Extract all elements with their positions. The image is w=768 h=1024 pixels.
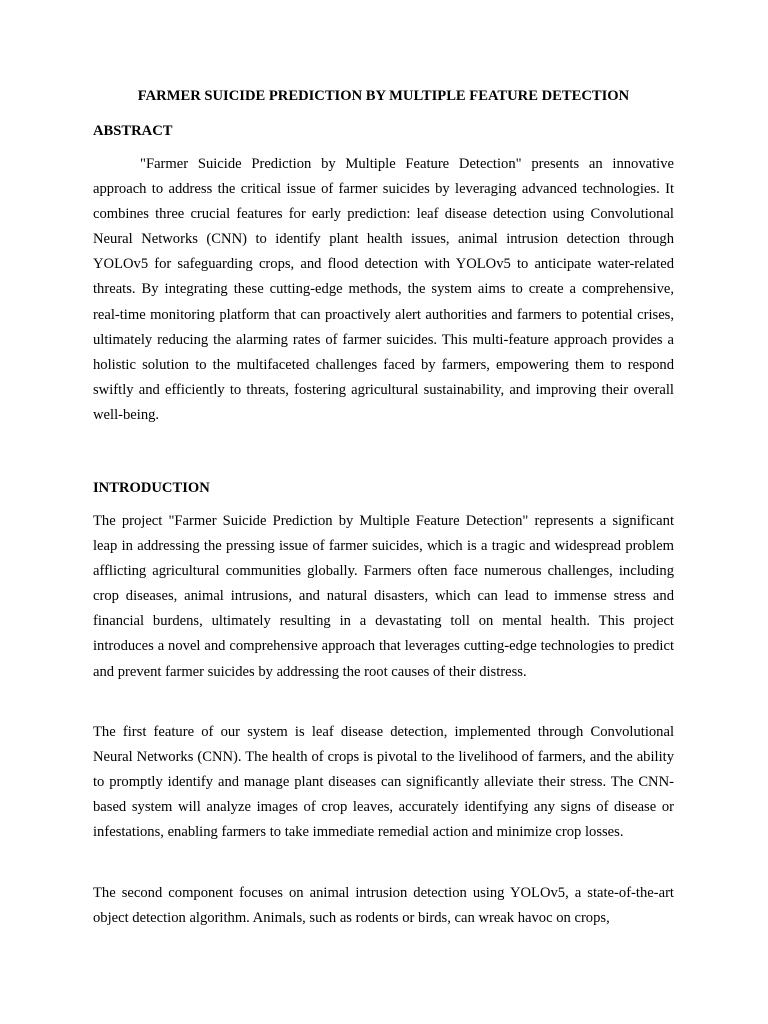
abstract-heading: ABSTRACT [93, 123, 173, 139]
introduction-paragraph-3: The second component focuses on animal intrusion detection using YOLOv5, a state-of-the-art object detection algorithm. Animals, such as rodents or birds, can wreak havoc on crops, [93, 885, 674, 927]
abstract-paragraph: "Farmer Suicide Prediction by Multiple Feature Detection" presents an innovative approach to address the critical issue of farmer suicides by leveraging advanced technologies. It combines three crucial features for early prediction: leaf disease detection using Convolutional Neural Networks (CNN) to identify plant health issues, animal intrusion detection through YOLOv5 for safeguarding crops, and flood detection with YOLOv5 to anticipate water-related threats. By integrating these cutting-edge methods, the system aims to create a comprehensive, real-time monitoring platform that can proactively alert authorities and farmers to potential crises, ultimately reducing the alarming rates of farmer suicides. This multi-feature approach provides a holistic solution to the multifaceted challenges faced by farmers, empowering them to respond swiftly and efficiently to threats, fostering agricultural sustainability, and improving their overall well-being. [93, 156, 674, 423]
introduction-paragraph-2: The first feature of our system is leaf disease detection, implemented through Convolutional Neural Networks (CNN). The health of crops is pivotal to the livelihood of farmers, and the ability to promptly identify and manage plant diseases can significantly alleviate their stress. The CNN-based system will analyze images of crop leaves, accurately identifying any signs of disease or infestations, enabling farmers to take immediate remedial action and minimize crop losses. [93, 724, 674, 841]
document-title: FARMER SUICIDE PREDICTION BY MULTIPLE FEATURE DETECTION [137, 88, 630, 104]
introduction-heading: INTRODUCTION [93, 480, 210, 496]
document-page [93, 0, 674, 1024]
introduction-paragraph-1: The project "Farmer Suicide Prediction by Multiple Feature Detection" represents a significant leap in addressing the pressing issue of farmer suicides, which is a tragic and widespread problem afflicting agricultural communities globally. Farmers often face numerous challenges, including crop diseases, animal intrusions, and natural disasters, which can lead to immense stress and financial burdens, ultimately resulting in a devastating toll on mental health. This project introduces a novel and comprehensive approach that leverages cutting-edge technologies to predict and prevent farmer suicides by addressing the root causes of their distress. [93, 513, 674, 680]
